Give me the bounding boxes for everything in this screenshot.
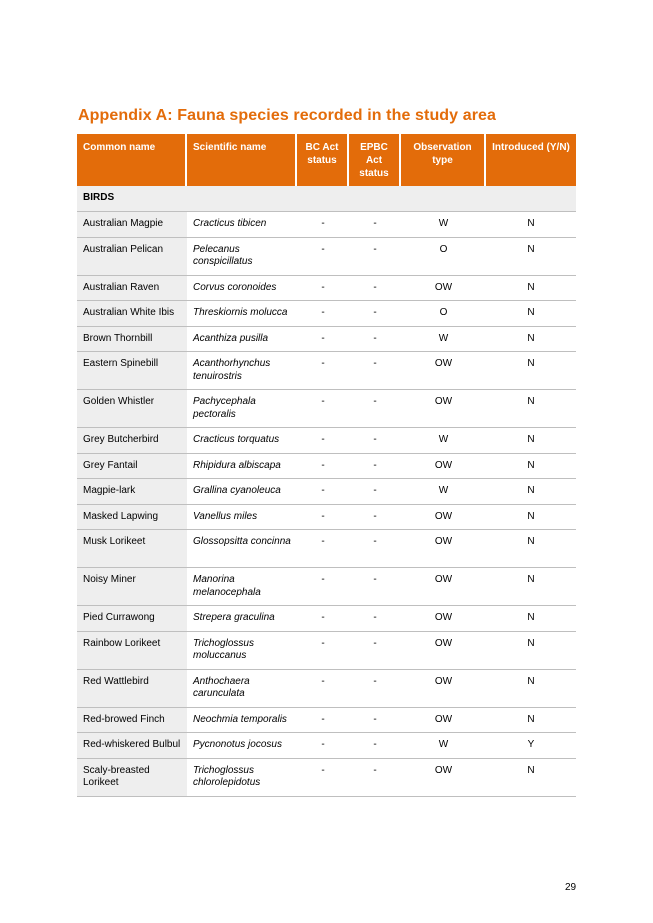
fauna-species-table [77,134,576,797]
table-row [77,212,576,238]
introduced-cell: N [486,708,576,734]
bc-act-status-cell: - [297,238,349,276]
scientific-name-cell: Anthochaera carunculata [187,670,297,708]
common-name-cell: Magpie-lark [77,479,187,505]
scientific-name-cell: Trichoglossus moluccanus [187,632,297,670]
observation-type-cell: OW [401,530,486,568]
common-name-cell: Red Wattlebird [77,670,187,708]
table-row [77,428,576,454]
scientific-name-cell: Threskiornis molucca [187,301,297,327]
epbc-act-status-cell: - [349,390,401,428]
epbc-act-status-cell: - [349,238,401,276]
scientific-name-cell: Pelecanus conspicillatus [187,238,297,276]
common-name-cell: Rainbow Lorikeet [77,632,187,670]
table-row [77,708,576,734]
scientific-name-cell: Acanthorhynchus tenuirostris [187,352,297,390]
introduced-cell: N [486,390,576,428]
introduced-cell: N [486,759,576,797]
table-header [77,134,576,186]
observation-type-cell: OW [401,568,486,606]
common-name-cell: Eastern Spinebill [77,352,187,390]
table-row [77,606,576,632]
bc-act-status-cell: - [297,327,349,353]
epbc-act-status-cell: - [349,568,401,606]
introduced-cell: N [486,670,576,708]
table-row [77,479,576,505]
scientific-name-cell: Cracticus torquatus [187,428,297,454]
table-row [77,390,576,428]
observation-type-cell: O [401,238,486,276]
bc-act-status-cell: - [297,759,349,797]
observation-type-cell: OW [401,606,486,632]
epbc-act-status-cell: - [349,632,401,670]
epbc-act-status-cell: - [349,530,401,568]
section-row-birds [77,186,576,212]
introduced-cell: N [486,606,576,632]
observation-type-cell: OW [401,670,486,708]
introduced-cell: N [486,238,576,276]
header-observation-type: Observation type [401,134,486,186]
epbc-act-status-cell: - [349,708,401,734]
observation-type-cell: OW [401,759,486,797]
observation-type-cell: O [401,301,486,327]
header-epbc-act-status: EPBC Act status [349,134,401,186]
observation-type-cell: OW [401,632,486,670]
table-row [77,759,576,797]
scientific-name-cell: Trichoglossus chlorolepidotus [187,759,297,797]
scientific-name-cell: Glossopsitta concinna [187,530,297,568]
introduced-cell: Y [486,733,576,759]
bc-act-status-cell: - [297,670,349,708]
bc-act-status-cell: - [297,632,349,670]
introduced-cell: N [486,505,576,531]
common-name-cell: Australian Raven [77,276,187,302]
common-name-cell: Brown Thornbill [77,327,187,353]
common-name-cell: Grey Fantail [77,454,187,480]
common-name-cell: Australian Magpie [77,212,187,238]
epbc-act-status-cell: - [349,301,401,327]
page-number: 29 [565,882,577,893]
observation-type-cell: W [401,327,486,353]
table-row [77,238,576,276]
introduced-cell: N [486,352,576,390]
scientific-name-cell: Pachycephala pectoralis [187,390,297,428]
observation-type-cell: W [401,212,486,238]
table-row [77,632,576,670]
table-body [77,186,576,797]
common-name-cell: Australian Pelican [77,238,187,276]
scientific-name-cell: Strepera graculina [187,606,297,632]
bc-act-status-cell: - [297,708,349,734]
introduced-cell: N [486,454,576,480]
bc-act-status-cell: - [297,276,349,302]
observation-type-cell: OW [401,276,486,302]
epbc-act-status-cell: - [349,670,401,708]
table-row [77,301,576,327]
header-common-name: Common name [77,134,187,186]
header-row [77,134,576,186]
table-row [77,352,576,390]
introduced-cell: N [486,327,576,353]
epbc-act-status-cell: - [349,454,401,480]
scientific-name-cell: Cracticus tibicen [187,212,297,238]
bc-act-status-cell: - [297,606,349,632]
common-name-cell: Australian White Ibis [77,301,187,327]
common-name-cell: Musk Lorikeet [77,530,187,568]
introduced-cell: N [486,276,576,302]
introduced-cell: N [486,479,576,505]
header-scientific-name: Scientific name [187,134,297,186]
epbc-act-status-cell: - [349,276,401,302]
table-row [77,670,576,708]
table-row [77,530,576,568]
table-row [77,505,576,531]
observation-type-cell: OW [401,505,486,531]
epbc-act-status-cell: - [349,327,401,353]
observation-type-cell: OW [401,352,486,390]
observation-type-cell: OW [401,390,486,428]
common-name-cell: Masked Lapwing [77,505,187,531]
bc-act-status-cell: - [297,352,349,390]
introduced-cell: N [486,428,576,454]
epbc-act-status-cell: - [349,352,401,390]
table-row [77,733,576,759]
header-introduced: Introduced (Y/N) [486,134,576,186]
observation-type-cell: W [401,479,486,505]
observation-type-cell: OW [401,454,486,480]
introduced-cell: N [486,632,576,670]
epbc-act-status-cell: - [349,428,401,454]
table-row [77,276,576,302]
common-name-cell: Red-whiskered Bulbul [77,733,187,759]
header-bc-act-status: BC Act status [297,134,349,186]
epbc-act-status-cell: - [349,212,401,238]
table-row [77,454,576,480]
page-title: Appendix A: Fauna species recorded in the study area [78,107,497,124]
bc-act-status-cell: - [297,301,349,327]
common-name-cell: Scaly-breasted Lorikeet [77,759,187,797]
bc-act-status-cell: - [297,505,349,531]
table-row [77,327,576,353]
observation-type-cell: W [401,733,486,759]
bc-act-status-cell: - [297,454,349,480]
section-label: BIRDS [77,186,576,212]
scientific-name-cell: Grallina cyanoleuca [187,479,297,505]
epbc-act-status-cell: - [349,606,401,632]
bc-act-status-cell: - [297,390,349,428]
introduced-cell: N [486,301,576,327]
common-name-cell: Pied Currawong [77,606,187,632]
epbc-act-status-cell: - [349,759,401,797]
common-name-cell: Golden Whistler [77,390,187,428]
scientific-name-cell: Rhipidura albiscapa [187,454,297,480]
observation-type-cell: OW [401,708,486,734]
scientific-name-cell: Corvus coronoides [187,276,297,302]
scientific-name-cell: Neochmia temporalis [187,708,297,734]
bc-act-status-cell: - [297,568,349,606]
bc-act-status-cell: - [297,479,349,505]
scientific-name-cell: Acanthiza pusilla [187,327,297,353]
table-row [77,568,576,606]
scientific-name-cell: Manorina melanocephala [187,568,297,606]
bc-act-status-cell: - [297,733,349,759]
introduced-cell: N [486,530,576,568]
introduced-cell: N [486,568,576,606]
observation-type-cell: W [401,428,486,454]
scientific-name-cell: Pycnonotus jocosus [187,733,297,759]
common-name-cell: Noisy Miner [77,568,187,606]
bc-act-status-cell: - [297,212,349,238]
epbc-act-status-cell: - [349,505,401,531]
epbc-act-status-cell: - [349,733,401,759]
bc-act-status-cell: - [297,428,349,454]
scientific-name-cell: Vanellus miles [187,505,297,531]
bc-act-status-cell: - [297,530,349,568]
common-name-cell: Red-browed Finch [77,708,187,734]
introduced-cell: N [486,212,576,238]
epbc-act-status-cell: - [349,479,401,505]
common-name-cell: Grey Butcherbird [77,428,187,454]
